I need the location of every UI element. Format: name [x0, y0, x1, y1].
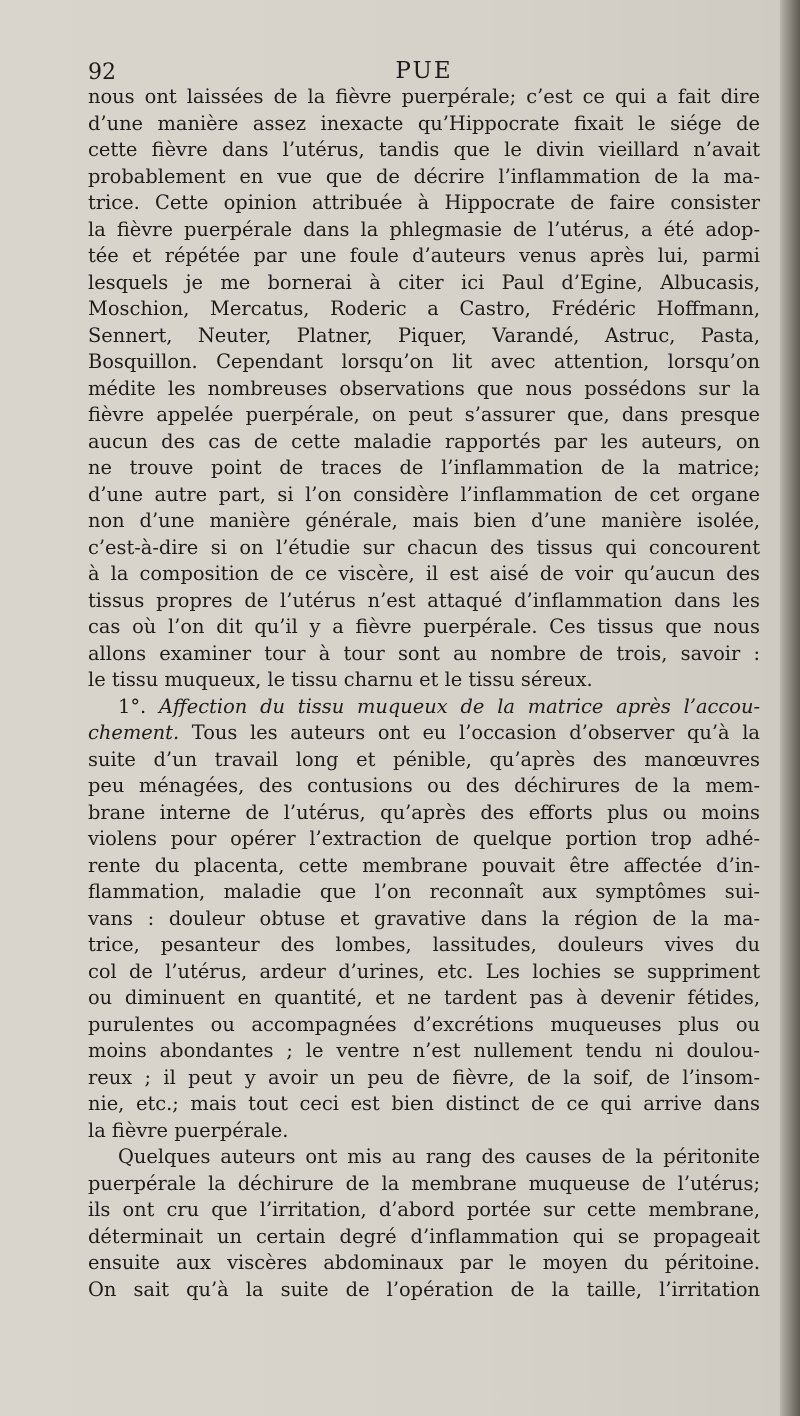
text-line: nie, etc.; mais tout ceci est bien distinct de ce qui arrive dans	[88, 1092, 760, 1115]
book-gutter-shadow	[780, 0, 800, 1416]
text-line: cette fièvre dans l’utérus, tandis que le divin vieillard n’avait	[88, 138, 760, 161]
text-line: trice, pesanteur des lombes, lassitudes, douleurs vives du	[88, 933, 760, 956]
text-line: On sait qu’à la suite de l’opération de la taille, l’irritation	[88, 1277, 760, 1301]
text-line: Quelques auteurs ont mis au rang des causes de la péritonite	[118, 1145, 760, 1168]
text-line: non d’une manière générale, mais bien d’une manière isolée,	[88, 509, 760, 532]
text-line: d’une autre part, si l’on considère l’inflammation de cet organe	[88, 482, 760, 506]
text-line: la fièvre puerpérale.	[88, 1118, 289, 1142]
text-line: allons examiner tour à tour sont au nombre de trois, savoir :	[88, 641, 760, 665]
text-line: nous ont laissées de la fièvre puerpérale; c’est ce qui a fait dire	[88, 85, 760, 108]
text-line: suite d’un travail long et pénible, qu’après des manœuvres	[88, 747, 760, 771]
paragraph-3	[88, 1144, 760, 1303]
text-line: Moschion, Mercatus, Roderic a Castro, Frédéric Hoffmann,	[88, 297, 760, 320]
running-title: PUE	[395, 58, 453, 84]
text-line: vans : douleur obtuse et gravative dans la région de la ma-	[88, 906, 760, 930]
text-line: lesquels je me bornerai à citer ici Paul d’Egine, Albucasis,	[88, 270, 760, 294]
text-line: violens pour opérer l’extraction de quelque portion trop adhé-	[88, 827, 760, 850]
text-line: le tissu muqueux, le tissu charnu et le tissu séreux.	[88, 668, 593, 691]
text-line: ne trouve point de traces de l’inflammation de la matrice;	[88, 456, 760, 479]
text-line: ils ont cru que l’irritation, d’abord portée sur cette membrane,	[88, 1198, 760, 1221]
text-line: ou diminuent en quantité, et ne tardent pas à devenir fétides,	[88, 986, 760, 1009]
text-line: brane interne de l’utérus, qu’après des efforts plus ou moins	[88, 800, 760, 824]
text-line: Bosquillon. Cependant lorsqu’on lit avec attention, lorsqu’on	[88, 350, 760, 373]
text-line: moins abondantes ; le ventre n’est nullement tendu ni doulou-	[88, 1039, 760, 1062]
text-line: à la composition de ce viscère, il est aisé de voir qu’aucun des	[88, 562, 760, 585]
text-line: déterminait un certain degré d’inflammation qui se propageait	[88, 1224, 760, 1248]
section-heading: Affection du tissu muqueux de la matrice après l’accou-	[159, 694, 760, 718]
text-line: rente du placenta, cette membrane pouvait être affectée d’in-	[88, 853, 760, 877]
text-line: flammation, maladie que l’on reconnaît aux symptômes sui-	[88, 880, 760, 903]
text-line: fièvre appelée puerpérale, on peut s’assurer que, dans presque	[88, 403, 760, 426]
text-line: médite les nombreuses observations que nous possédons sur la	[88, 376, 760, 400]
page-header	[88, 56, 760, 86]
paragraph-1	[88, 84, 760, 694]
text-line: ensuite aux viscères abdominaux par le moyen du péritoine.	[88, 1251, 760, 1274]
section-heading-line-2	[88, 720, 760, 747]
text-line: reux ; il peut y avoir un peu de fièvre, de la soif, de l’insom-	[88, 1065, 760, 1089]
text-line: d’une manière assez inexacte qu’Hippocrate fixait le siége de	[88, 111, 760, 135]
section-number: 1°.	[118, 694, 147, 718]
text-line: tée et répétée par une foule d’auteurs venus après lui, parmi	[88, 244, 760, 267]
page-number: 92	[88, 60, 116, 85]
text-line: la fièvre puerpérale dans la phlegmasie de l’utérus, a été adop-	[88, 217, 760, 241]
body-text	[88, 84, 760, 1303]
paragraph-2	[88, 694, 760, 1145]
text-line: cas où l’on dit qu’il y a fièvre puerpérale. Ces tissus que nous	[88, 615, 760, 638]
text-line: c’est-à-dire si on l’étudie sur chacun des tissus qui concourent	[88, 535, 760, 559]
text-fragment: Tous les auteurs ont eu l’occasion d’observer qu’à la	[191, 721, 760, 744]
section-heading-line	[88, 694, 760, 721]
section-heading-continuation: chement.	[88, 721, 180, 744]
text-line: aucun des cas de cette maladie rapportés par les auteurs, on	[88, 429, 760, 453]
text-line: purulentes ou accompagnées d’excrétions muqueuses plus ou	[88, 1012, 760, 1036]
text-line: tissus propres de l’utérus n’est attaqué d’inflammation dans les	[88, 588, 760, 612]
text-line: Sennert, Neuter, Platner, Piquer, Varandé, Astruc, Pasta,	[88, 323, 760, 347]
text-line: peu ménagées, des contusions ou des déchirures de la mem-	[88, 774, 760, 797]
text-line: col de l’utérus, ardeur d’urines, etc. Les lochies se suppriment	[88, 959, 760, 983]
text-line: probablement en vue que de décrire l’inflammation de la ma-	[88, 164, 760, 188]
text-line: trice. Cette opinion attribuée à Hippocrate de faire consister	[88, 191, 760, 214]
text-line: puerpérale la déchirure de la membrane muqueuse de l’utérus;	[88, 1171, 760, 1195]
